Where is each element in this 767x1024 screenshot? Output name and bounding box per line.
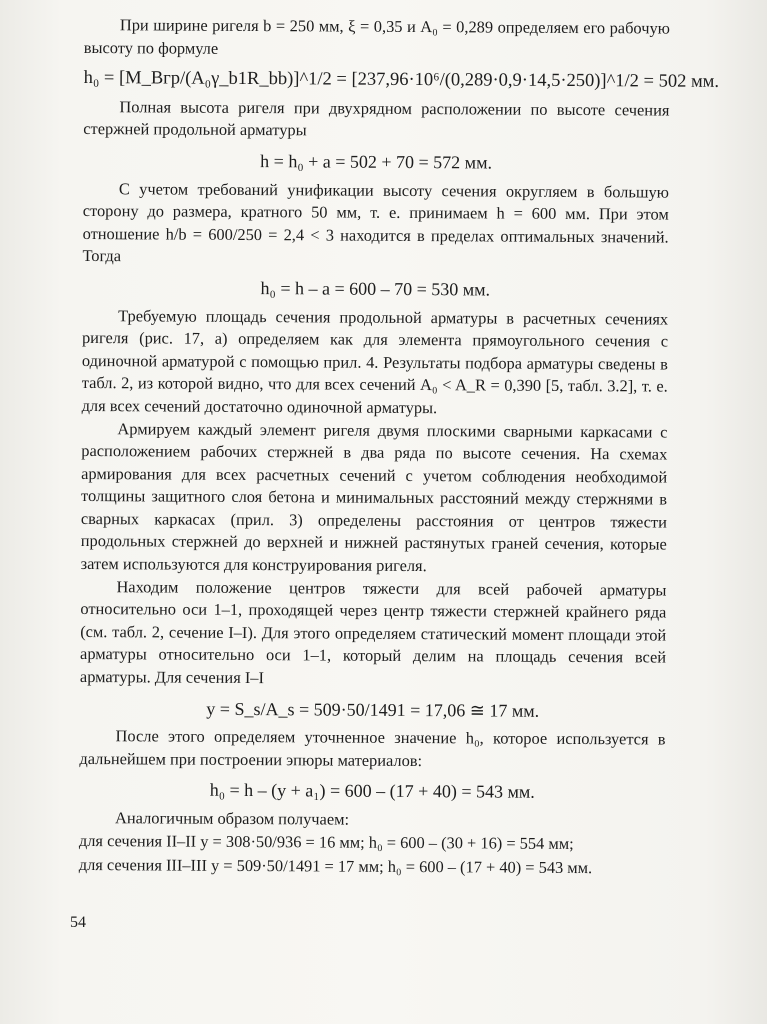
page-number: 54 xyxy=(70,914,86,931)
formula-h0-530: h₀ = h – a = 600 – 70 = 530 мм. xyxy=(260,278,491,300)
formula-h0-refined: h₀ = h – (y + a₁) = 600 – (17 + 40) = 543 мм. xyxy=(209,780,535,803)
paragraph-7: После этого определяем уточненное значение h₀, которое используется в дальнейшем при построении эпюры материалов: xyxy=(79,726,666,770)
paragraph-2: Полная высота ригеля при двухрядном расположении по высоте сечения стержней продольной арматуры xyxy=(83,96,670,140)
paragraph-6: Находим положение центров тяжести для всей рабочей арматуры относительно оси 1–1, проходящей через центр тяжести стержней крайнего ряда (см. табл. 2, сечение I–I). Для этого определяем статический момент площади этой арматуры относительно оси 1–1, который делим на площадь сечения всей арматуры. Для сечения I–I xyxy=(79,576,667,688)
paragraph-4: Требуемую площадь сечения продольной арматуры в расчетных сечениях ригеля (рис. 17, а) определяем как для элемента прямоугольного сечения с одиночной арматурой с помощью прил. 4. Результаты подбора арматуры сведены в табл. 2, из которой видно, что для всех сечений A₀ < A_R = 0,390 [5, табл. 3.2], т. е. для всех сечений достаточно одиночной арматуры. xyxy=(81,305,669,418)
paragraph-1: При ширине ригеля b = 250 мм, ξ = 0,35 и A₀ = 0,289 определяем его рабочую высоту по формуле xyxy=(83,15,670,58)
paragraph-5: Армируем каждый элемент ригеля двумя плоскими сварными каркасами с расположением рабочих стержней в два ряда по высоте сечения. На схемах армирования для всех расчетных сечений с учетом соблюдения необходимой толщины защитного слоя бетона и минимальных расстояний между стержнями в сварных каркасах (прил. 3) определены расстояния от центров тяжести продольных стержней до верхней и нижней растянутых граней сечения, которые затем используются для конструирования ригеля. xyxy=(80,418,668,576)
paragraph-8: Аналогичным образом получаем: xyxy=(115,808,350,829)
result-line-section-3: для сечения III–III y = 509·50/1491 = 17 мм; h₀ = 600 – (17 + 40) = 543 мм. xyxy=(78,855,593,878)
formula-full-height: h = h₀ + a = 502 + 70 = 572 мм. xyxy=(260,151,493,173)
result-line-section-2: для сечения II–II y = 308·50/936 = 16 мм; h₀ = 600 – (30 + 16) = 554 мм; xyxy=(78,830,574,853)
page-content xyxy=(78,14,720,880)
formula-h0-working-height: h₀ = [M_Вгр/(A₀γ_b1R_bb)]^1/2 = [237,96·10⁶/(0,289·0,9·14,5·250)]^1/2 = 502 мм. xyxy=(83,68,720,93)
paragraph-3: С учетом требований унификации высоту сечения округляем в большую сторону до размера, кратного 50 мм, т. е. принимаем h = 600 мм. При этом отношение h/b = 600/250 = 2,4 < 3 находится в пределах оптимальных значений. Тогда xyxy=(82,178,669,266)
formula-centroid-y: y = S_s/A_s = 509·50/1491 = 17,06 ≅ 17 мм. xyxy=(206,698,540,721)
